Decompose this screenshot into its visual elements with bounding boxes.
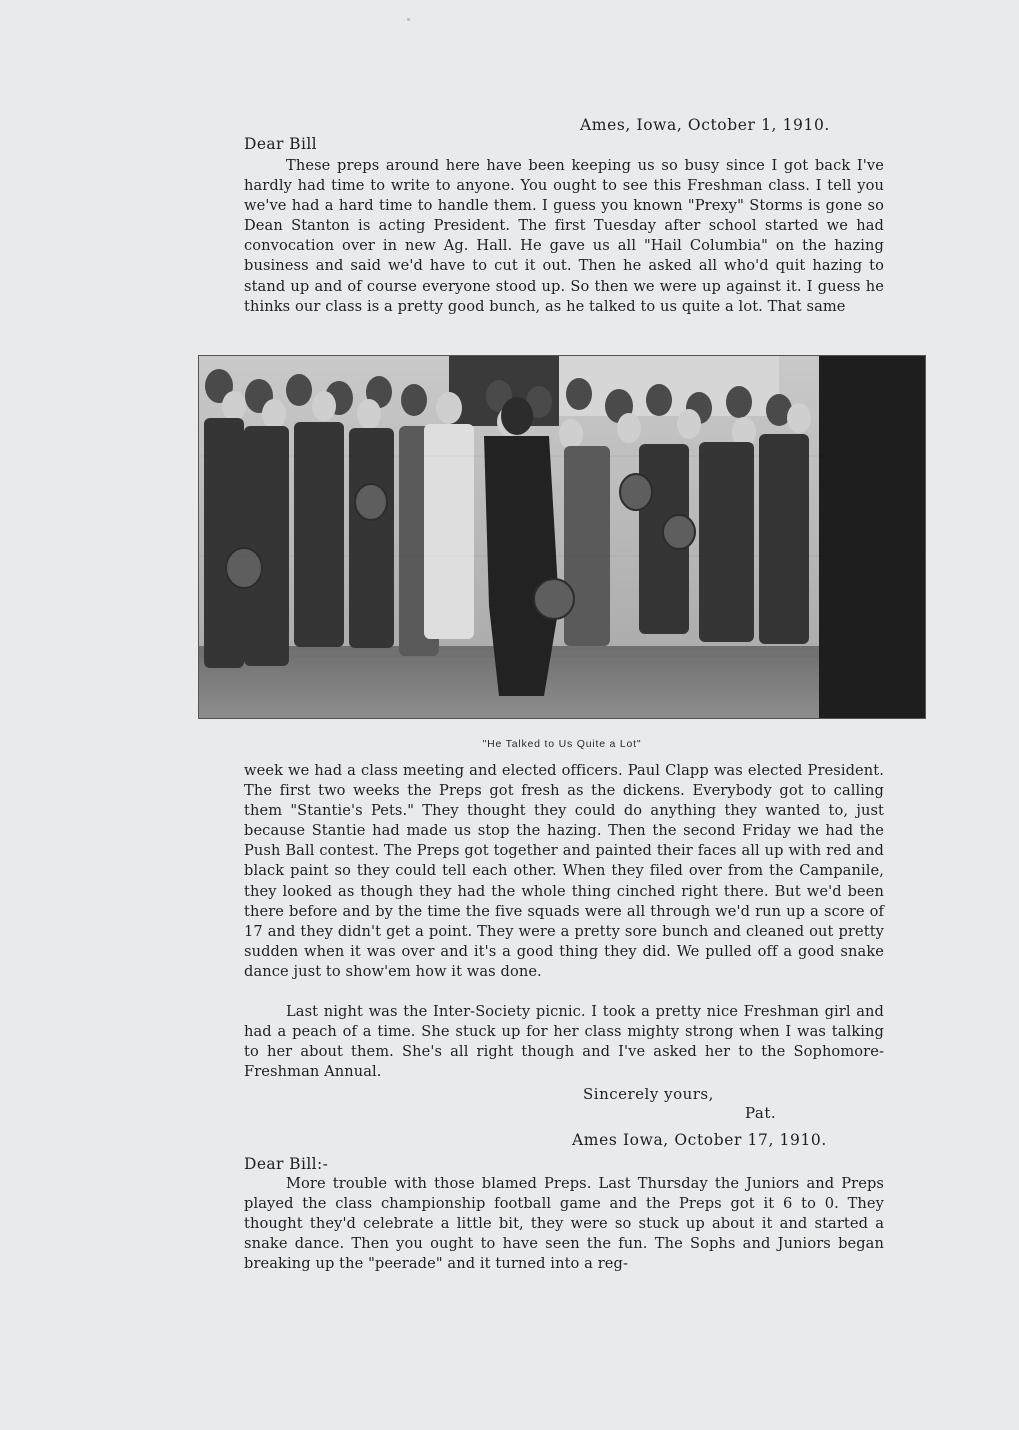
letter1-closing: Sincerely yours, (583, 1085, 714, 1103)
letter1-dateline: Ames, Iowa, October 1, 1910. (580, 116, 830, 134)
letter1-paragraph-2: week we had a class meeting and elected officers. Paul Clapp was elected President. The first two weeks the Preps got fresh as the dickens. Everybody got to calling them "Stantie's Pets." They thought they could do anything they wanted to, just because Stantie had made us stop the hazing. Then the second Friday we had the Push Ball contest. The Preps got together and painted their faces all up with red and black paint so they could tell each other. When they filed over from the Campanile, they looked as though they had the whole thing cinched right there. But we'd been there before and by the time the five squads were all through we'd run up a score of 17 and they didn't get a point. They were a pretty sore bunch and cleaned out pretty sudden when it was over and it's a good thing they did. We pulled off a good snake dance just to show'em how it was done. (244, 762, 884, 980)
print-speck (407, 18, 410, 21)
letter2-dateline: Ames Iowa, October 17, 1910. (572, 1131, 827, 1149)
letter1-paragraph-3: Last night was the Inter-Society picnic. I took a pretty nice Freshman girl and had a peach of a time. She stuck up for her class mighty strong when I was talking to her about them. She's all right though and I've asked her to the Sophomore-Freshman Annual. (244, 1003, 884, 1081)
letter2-salutation: Dear Bill:- (244, 1155, 329, 1173)
letter1-signature: Pat. (745, 1104, 777, 1122)
letter1-salutation: Dear Bill (244, 135, 318, 153)
letter1-paragraph-1: These preps around here have been keeping us so busy since I got back I've hardly had time to write to anyone. You ought to see this Freshman class. I tell you we've had a hard time to handle them. I guess you known "Prexy" Storms is gone so Dean Stanton is acting President. The first Tuesday after school started we had convocation over in new Ag. Hall. He gave us all "Hail Columbia" on the hazing business and said we'd have to cut it out. Then he asked all who'd quit hazing to stand up and of course everyone stood up. So then we were up against it. I guess he thinks our class is a pretty good bunch, as he talked to us quite a lot. That same (244, 157, 884, 315)
photo-caption: "He Talked to Us Quite a Lot" (482, 738, 642, 750)
letter2-paragraph-1: More trouble with those blamed Preps. Last Thursday the Juniors and Preps played the class championship football game and the Preps got it 6 to 0. They thought they'd celebrate a little bit, they were so stuck up about it and started a snake dance. Then you ought to have seen the fun. The Sophs and Juniors began breaking up the "peerade" and it turned into a reg- (244, 1175, 884, 1273)
group-photograph (198, 355, 926, 719)
crowd-photo-illustration (199, 356, 926, 719)
